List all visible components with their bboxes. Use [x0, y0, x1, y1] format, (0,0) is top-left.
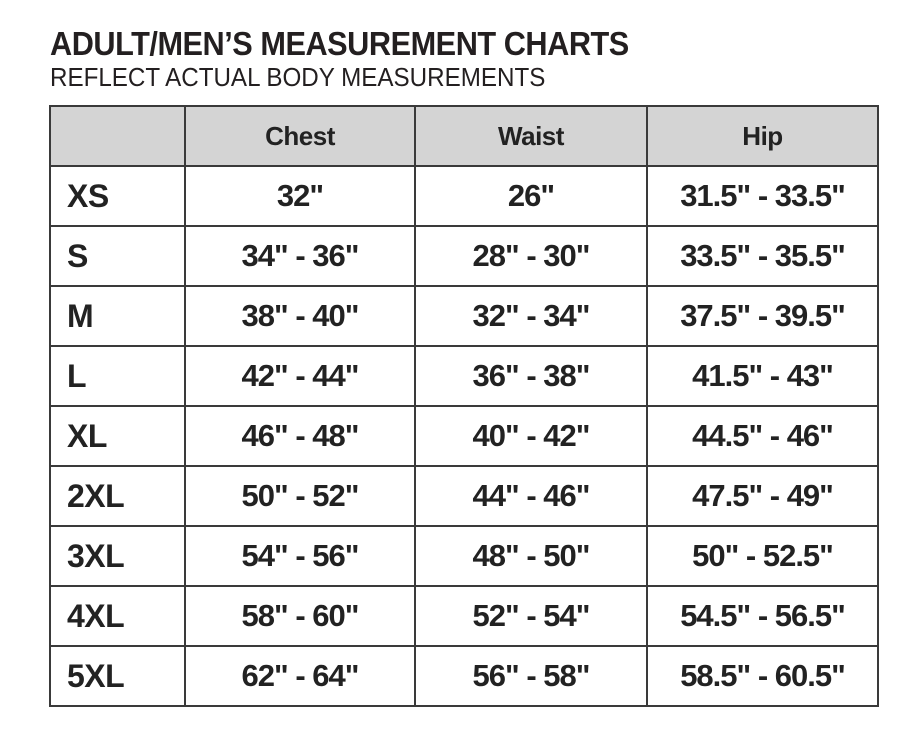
chest-value: 50" - 52" [185, 466, 415, 526]
table-row [50, 466, 878, 526]
table-row [50, 586, 878, 646]
column-header-waist: Waist [415, 106, 647, 166]
table-header-row [50, 106, 878, 166]
size-label: 5XL [50, 646, 185, 706]
hip-value: 37.5" - 39.5" [647, 286, 878, 346]
chest-value: 58" - 60" [185, 586, 415, 646]
size-label: L [50, 346, 185, 406]
size-label: 4XL [50, 586, 185, 646]
column-header-chest: Chest [185, 106, 415, 166]
hip-value: 50" - 52.5" [647, 526, 878, 586]
size-label: XS [50, 166, 185, 226]
page-title: ADULT/MEN’S MEASUREMENT CHARTS [50, 25, 629, 62]
hip-value: 31.5" - 33.5" [647, 166, 878, 226]
table-row [50, 346, 878, 406]
chest-value: 54" - 56" [185, 526, 415, 586]
chest-value: 34" - 36" [185, 226, 415, 286]
hip-value: 41.5" - 43" [647, 346, 878, 406]
table-row [50, 286, 878, 346]
table-row [50, 526, 878, 586]
table-row [50, 226, 878, 286]
size-label: 3XL [50, 526, 185, 586]
chest-value: 42" - 44" [185, 346, 415, 406]
waist-value: 36" - 38" [415, 346, 647, 406]
waist-value: 32" - 34" [415, 286, 647, 346]
page-subtitle: REFLECT ACTUAL BODY MEASUREMENTS [50, 62, 546, 92]
measurement-table [49, 105, 879, 707]
waist-value: 56" - 58" [415, 646, 647, 706]
table-row [50, 166, 878, 226]
waist-value: 48" - 50" [415, 526, 647, 586]
waist-value: 40" - 42" [415, 406, 647, 466]
chest-value: 46" - 48" [185, 406, 415, 466]
waist-value: 52" - 54" [415, 586, 647, 646]
size-label: M [50, 286, 185, 346]
chart-header [50, 26, 672, 92]
chest-value: 62" - 64" [185, 646, 415, 706]
size-label: S [50, 226, 185, 286]
hip-value: 47.5" - 49" [647, 466, 878, 526]
hip-value: 44.5" - 46" [647, 406, 878, 466]
chest-value: 38" - 40" [185, 286, 415, 346]
waist-value: 28" - 30" [415, 226, 647, 286]
column-header-size [50, 106, 185, 166]
size-label: XL [50, 406, 185, 466]
column-header-hip: Hip [647, 106, 878, 166]
waist-value: 26" [415, 166, 647, 226]
waist-value: 44" - 46" [415, 466, 647, 526]
hip-value: 54.5" - 56.5" [647, 586, 878, 646]
table-row [50, 646, 878, 706]
hip-value: 58.5" - 60.5" [647, 646, 878, 706]
size-label: 2XL [50, 466, 185, 526]
hip-value: 33.5" - 35.5" [647, 226, 878, 286]
chest-value: 32" [185, 166, 415, 226]
table-row [50, 406, 878, 466]
